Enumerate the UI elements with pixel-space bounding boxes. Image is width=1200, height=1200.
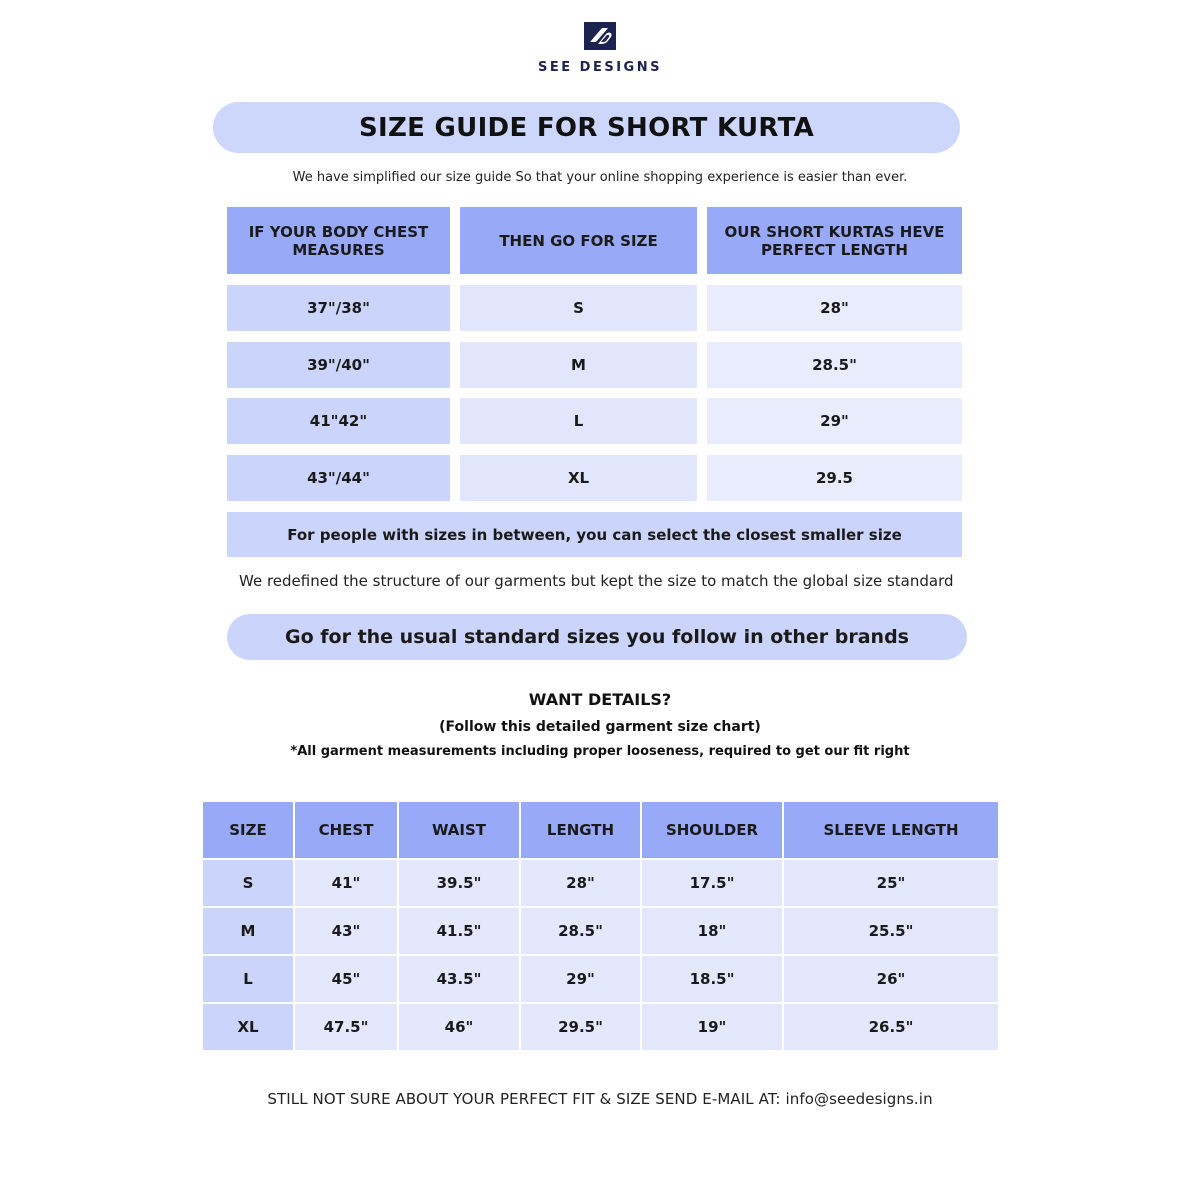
brand-logo (0, 20, 1200, 75)
size-table-cell: M (460, 342, 697, 388)
garment-table-cell: 25.5" (784, 908, 998, 954)
garment-table-cell: 39.5" (399, 860, 519, 906)
size-table-cell: 29.5 (707, 455, 962, 501)
garment-table-cell: 43.5" (399, 956, 519, 1002)
standard-sizes-banner: Go for the usual standard sizes you follow in other brands (227, 614, 967, 660)
page-subtitle: We have simplified our size guide So that your online shopping experience is easier than ever. (292, 170, 908, 185)
garment-table-cell: 25" (784, 860, 998, 906)
size-table-cell: S (460, 285, 697, 331)
garment-table-header-size: SIZE (203, 802, 293, 858)
size-table-header-chest: IF YOUR BODY CHEST MEASURES (227, 207, 450, 274)
size-table-cell: 28.5" (707, 342, 962, 388)
redefined-structure-text: We redefined the structure of our garments but kept the size to match the global size standard (239, 572, 954, 590)
garment-table-header-sleeve-length: SLEEVE LENGTH (784, 802, 998, 858)
footer-contact: STILL NOT SURE ABOUT YOUR PERFECT FIT & SIZE SEND E-MAIL AT: info@seedesigns.in (267, 1090, 933, 1108)
garment-table-cell: XL (203, 1004, 293, 1050)
garment-table-cell: 41" (295, 860, 397, 906)
in-between-size-note: For people with sizes in between, you can select the closest smaller size (227, 512, 962, 557)
garment-table-cell: 18.5" (642, 956, 782, 1002)
garment-table-cell: 28.5" (521, 908, 640, 954)
garment-table-cell: 43" (295, 908, 397, 954)
size-table-cell: 29" (707, 398, 962, 444)
garment-table-cell: 26" (784, 956, 998, 1002)
title-banner (213, 102, 960, 153)
garment-table-cell: 29" (521, 956, 640, 1002)
garment-table-header-shoulder: SHOULDER (642, 802, 782, 858)
size-table-cell: 37"/38" (227, 285, 450, 331)
garment-table-cell: 17.5" (642, 860, 782, 906)
garment-table-cell: 46" (399, 1004, 519, 1050)
page-title: SIZE GUIDE FOR SHORT KURTA (358, 112, 815, 143)
garment-table-header-chest: CHEST (295, 802, 397, 858)
garment-table-cell: 18" (642, 908, 782, 954)
garment-table-cell: 45" (295, 956, 397, 1002)
size-table-cell: 39"/40" (227, 342, 450, 388)
garment-table-cell: 26.5" (784, 1004, 998, 1050)
size-table-cell: 41"42" (227, 398, 450, 444)
garment-table-cell: 47.5" (295, 1004, 397, 1050)
size-table-cell: 28" (707, 285, 962, 331)
details-subtitle: (Follow this detailed garment size chart) (439, 719, 761, 735)
garment-table-cell: 28" (521, 860, 640, 906)
garment-table-cell: 19" (642, 1004, 782, 1050)
garment-table-cell: 41.5" (399, 908, 519, 954)
garment-table-header-waist: WAIST (399, 802, 519, 858)
size-table-header-length: OUR SHORT KURTAS HEVE PERFECT LENGTH (707, 207, 962, 274)
see-designs-logo-icon (582, 20, 618, 52)
garment-table-cell: S (203, 860, 293, 906)
size-table-cell: 43"/44" (227, 455, 450, 501)
garment-table-cell: 29.5" (521, 1004, 640, 1050)
size-table-header-size: THEN GO FOR SIZE (460, 207, 697, 274)
details-note: *All garment measurements including proper looseness, required to get our fit right (290, 744, 910, 759)
size-table-cell: XL (460, 455, 697, 501)
details-title: WANT DETAILS? (528, 690, 672, 709)
garment-table-header-length: LENGTH (521, 802, 640, 858)
size-table-cell: L (460, 398, 697, 444)
garment-table-cell: M (203, 908, 293, 954)
brand-name: SEE DESIGNS (538, 60, 662, 75)
garment-table-cell: L (203, 956, 293, 1002)
